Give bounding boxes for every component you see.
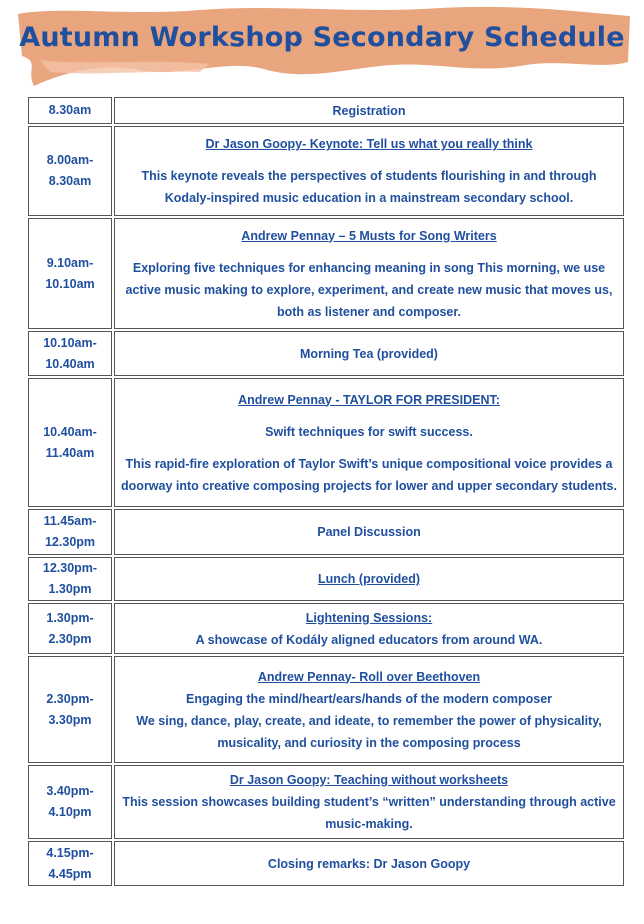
session-cell [114,378,624,507]
session-text: A showcase of Kodály aligned educators from around WA. [195,632,543,647]
session-cell [114,765,624,839]
session-text: Exploring five techniques for enhancing meaning in song This morning, we use active music making to explore, experiment, and create new music that moves us, both as listener and composer. [125,260,613,319]
session-cell [114,331,624,376]
schedule-row [28,765,624,839]
session-text: Engaging the mind/heart/ears/hands of the modern composer [185,691,553,706]
session-cell [114,218,624,329]
spacer [119,411,619,421]
session-text: This session showcases building student’s “written” understanding through active music-making. [122,795,616,831]
schedule-table [26,95,626,888]
schedule-row [28,126,624,216]
session-text: This rapid-fire exploration of Taylor Swift’s unique compositional voice provides a doorway into creative composing projects for lower and upper secondary students. [121,456,617,493]
session-title: Dr Jason Goopy- Keynote: Tell us what you really think [205,137,533,151]
schedule-row [28,603,624,654]
session-text: Swift techniques for swift success. [265,424,473,439]
session-text: Panel Discussion [317,525,421,539]
time-cell: 8.30am [28,97,112,124]
session-text: We sing, dance, play, create, and ideate, to remember the power of physicality, musicality, and curiosity in the composing process [136,713,602,750]
session-cell [114,97,624,124]
time-cell: 10.10am- 10.40am [28,331,112,376]
session-title: Lunch (provided) [317,572,421,586]
time-cell: 11.45am- 12.30pm [28,509,112,555]
session-cell [114,126,624,216]
schedule-row [28,97,624,124]
session-title: Lightening Sessions: [305,610,433,625]
session-title: Andrew Pennay - TAYLOR FOR PRESIDENT: [238,392,500,407]
session-title: Dr Jason Goopy: Teaching without worksheets [229,773,509,787]
time-cell: 12.30pm- 1.30pm [28,557,112,601]
session-title: Andrew Pennay – 5 Musts for Song Writers [241,228,497,243]
session-cell [114,509,624,555]
page-title: Autumn Workshop Secondary Schedule [19,22,625,53]
session-cell [114,656,624,763]
session-cell [114,603,624,654]
time-cell: 10.40am- 11.40am [28,378,112,507]
session-text: Morning Tea (provided) [300,346,438,361]
time-cell: 9.10am- 10.10am [28,218,112,329]
session-text: Registration [332,103,406,118]
schedule-row [28,557,624,601]
schedule-row [28,218,624,329]
schedule-row [28,378,624,507]
time-cell: 1.30pm- 2.30pm [28,603,112,654]
spacer [119,443,619,453]
session-cell [114,557,624,601]
time-cell: 3.40pm- 4.10pm [28,765,112,839]
schedule-row [28,656,624,763]
session-cell [114,841,624,886]
schedule-row [28,331,624,376]
time-cell: 8.00am- 8.30am [28,126,112,216]
spacer [119,155,619,165]
time-cell: 2.30pm- 3.30pm [28,656,112,763]
schedule-row [28,841,624,886]
schedule-row [28,509,624,555]
session-title: Andrew Pennay- Roll over Beethoven [257,669,481,684]
time-cell: 4.15pm- 4.45pm [28,841,112,886]
session-text: This keynote reveals the perspectives of students flourishing in and through Kodaly-inspired music education in a mainstream secondary school. [141,169,597,205]
spacer [119,247,619,257]
session-text: Closing remarks: Dr Jason Goopy [267,856,471,871]
